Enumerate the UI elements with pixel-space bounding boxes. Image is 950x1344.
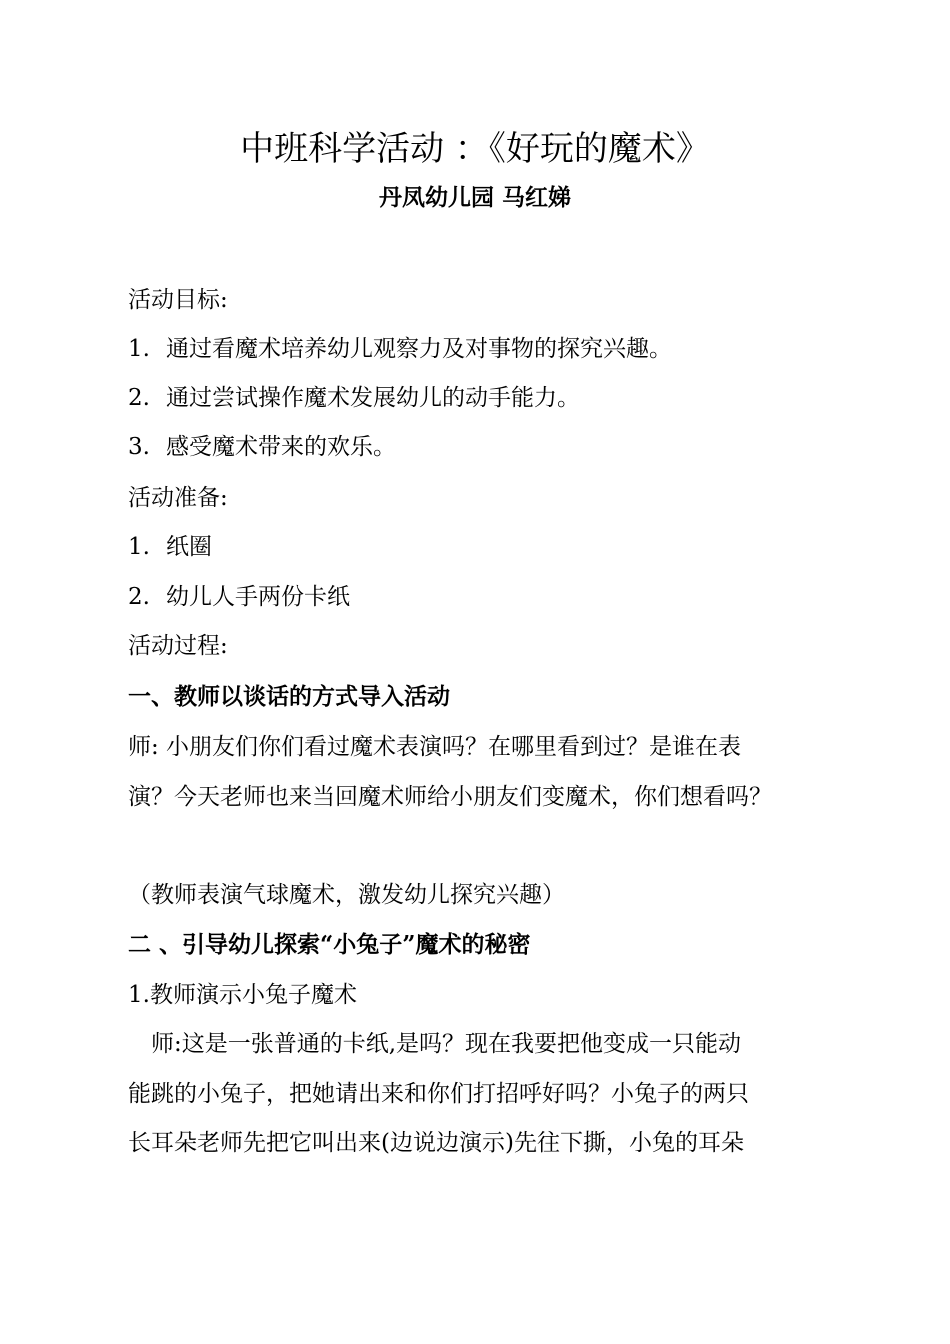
goal-number: 3.: [128, 434, 150, 460]
section2-subheading: 1.教师演示小兔子魔术: [128, 982, 357, 1008]
goal-text: 通过尝试操作魔术发展幼儿的动手能力。: [166, 385, 580, 411]
prep-heading: 活动准备:: [128, 485, 228, 511]
prep-item: [128, 527, 828, 567]
goal-text: 感受魔术带来的欢乐。: [166, 434, 396, 460]
document-author: 丹凤幼儿园 马红娣: [378, 184, 571, 211]
prep-text: 纸圈: [166, 534, 212, 560]
section1-line: 师: 小朋友们你们看过魔术表演吗？在哪里看到过？是谁在表: [128, 734, 742, 760]
section1-note: （教师表演气球魔术，激发幼儿探究兴趣）: [128, 882, 565, 908]
prep-text: 幼儿人手两份卡纸: [166, 584, 350, 610]
prep-item: [128, 577, 828, 617]
goal-number: 1.: [128, 336, 150, 362]
goal-text: 通过看魔术培养幼儿观察力及对事物的探究兴趣。: [166, 336, 672, 362]
prep-number: 1.: [128, 534, 150, 560]
document-title: 中班科学活动 ：《好玩的魔术》: [240, 129, 710, 169]
process-heading: 活动过程:: [128, 633, 228, 659]
goal-item: [128, 427, 828, 467]
section2-line: 能跳的小兔子，把她请出来和你们打招呼好吗？小兔子的两只: [128, 1081, 749, 1107]
goals-heading: 活动目标:: [128, 287, 228, 313]
section2-line: 长耳朵老师先把它叫出来(边说边演示)先往下撕，小兔的耳朵: [128, 1130, 744, 1156]
section1-line: 演？今天老师也来当回魔术师给小朋友们变魔术，你们想看吗？: [128, 784, 772, 810]
prep-number: 2.: [128, 584, 150, 610]
section2-line: 师:这是一张普通的卡纸,是吗？现在我要把他变成一只能动: [128, 1031, 742, 1057]
goal-number: 2.: [128, 385, 150, 411]
goal-item: [128, 329, 828, 369]
goal-item: [128, 378, 828, 418]
section2-heading: 二 、引导幼儿探索“小兔子”魔术的秘密: [128, 931, 531, 958]
section1-heading: 一、教师以谈话的方式导入活动: [128, 683, 450, 710]
